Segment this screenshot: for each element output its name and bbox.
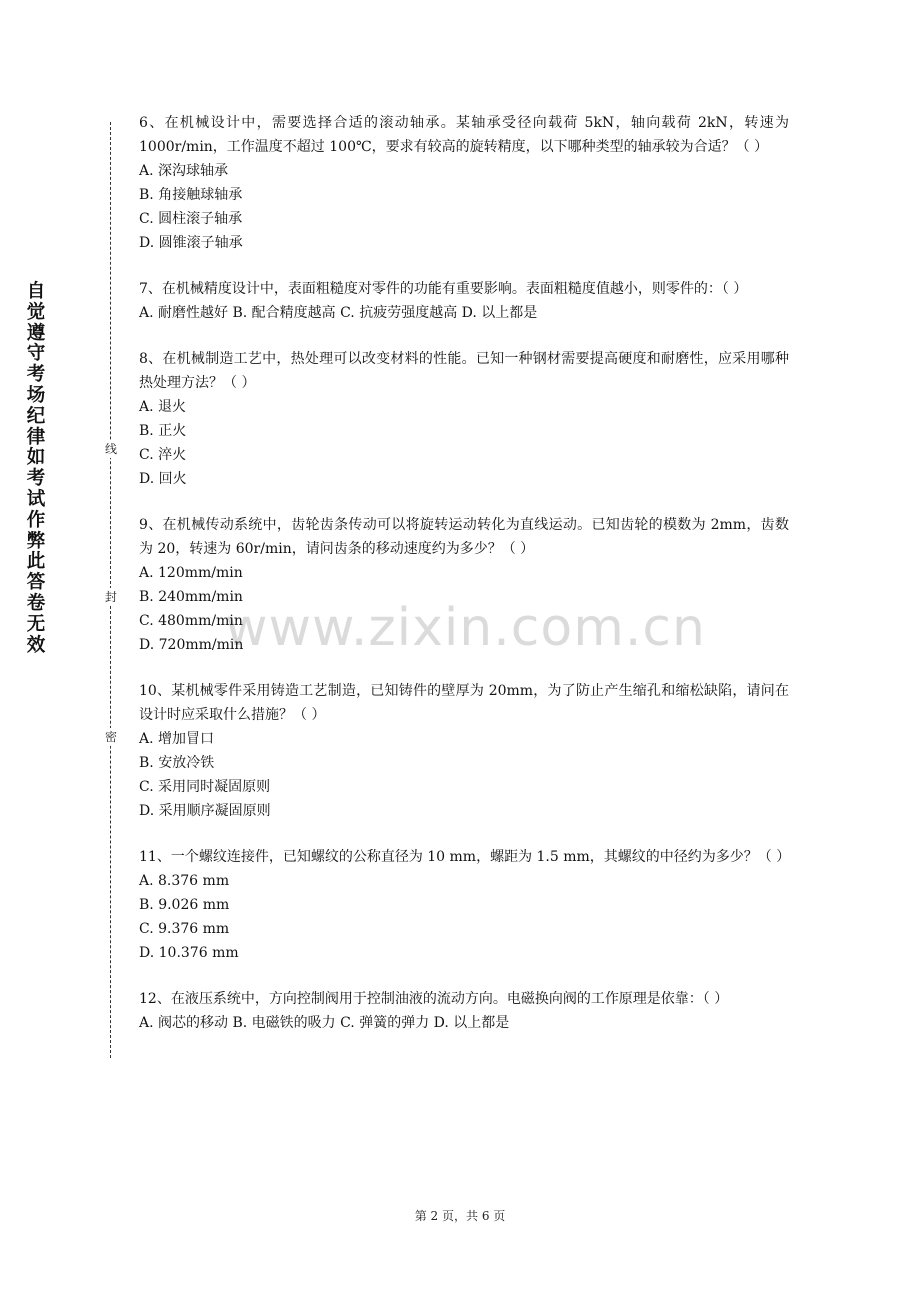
question-9 (139, 513, 789, 657)
exam-discipline-notice: 自觉遵守考场纪律如考试作弊此答卷无效 (26, 281, 46, 656)
question-stem: 9、在机械传动系统中，齿轮齿条传动可以将旋转运动转化为直线运动。已知齿轮的模数为 2mm，齿数为 20，转速为 60r/min，请问齿条的移动速度约为多少？（ ） (139, 517, 789, 557)
question-stem: 11、一个螺纹连接件，已知螺纹的公称直径为 10 mm，螺距为 1.5 mm，其螺纹的中径约为多少？（ ） (139, 849, 791, 865)
option-d: D. 圆锥滚子轴承 (139, 235, 243, 251)
watermark: www.zixin.com.cn (225, 598, 706, 658)
option-a: A. 120mm/min (139, 565, 243, 581)
options-inline: A. 阀芯的移动 B. 电磁铁的吸力 C. 弹簧的弹力 D. 以上都是 (139, 1015, 510, 1031)
question-stem: 12、在液压系统中，方向控制阀用于控制油液的流动方向。电磁换向阀的工作原理是依靠：（ ） (139, 991, 729, 1007)
option-d: D. 采用顺序凝固原则 (139, 803, 271, 819)
option-a: A. 8.376 mm (139, 873, 230, 889)
seal-mark-seal: 封 (104, 590, 117, 604)
option-b: B. 安放冷铁 (139, 755, 215, 771)
option-d: D. 10.376 mm (139, 945, 239, 961)
option-b: B. 角接触球轴承 (139, 187, 243, 203)
option-b: B. 240mm/min (139, 589, 243, 605)
question-10 (139, 679, 789, 823)
question-list (139, 111, 789, 1057)
question-stem: 7、在机械精度设计中，表面粗糙度对零件的功能有重要影响。表面粗糙度值越小，则零件的：（ ） (139, 281, 748, 297)
question-7 (139, 277, 789, 325)
question-8 (139, 347, 789, 491)
option-c: C. 480mm/min (139, 613, 243, 629)
option-b: B. 9.026 mm (139, 897, 230, 913)
option-a: A. 深沟球轴承 (139, 163, 229, 179)
option-c: C. 采用同时凝固原则 (139, 779, 271, 795)
option-c: C. 淬火 (139, 447, 187, 463)
seal-mark-secret: 密 (104, 730, 117, 744)
option-a: A. 退火 (139, 399, 187, 415)
question-12 (139, 987, 789, 1035)
question-stem: 6、在机械设计中，需要选择合适的滚动轴承。某轴承受径向载荷 5kN，轴向载荷 2kN，转速为 1000r/min，工作温度不超过 100℃，要求有较高的旋转精度，以下哪种类型的轴承较为合适？（ ） (139, 115, 789, 155)
question-11 (139, 845, 789, 965)
page-number-footer: 第 2 页，共 6 页 (414, 1209, 506, 1223)
option-c: C. 9.376 mm (139, 921, 230, 937)
option-d: D. 回火 (139, 471, 187, 487)
question-6 (139, 111, 789, 255)
option-c: C. 圆柱滚子轴承 (139, 211, 243, 227)
option-b: B. 正火 (139, 423, 187, 439)
question-stem: 8、在机械制造工艺中，热处理可以改变材料的性能。已知一种钢材需要提高硬度和耐磨性，应采用哪种热处理方法？（ ） (139, 351, 789, 391)
option-a: A. 增加冒口 (139, 731, 215, 747)
question-stem: 10、某机械零件采用铸造工艺制造，已知铸件的壁厚为 20mm，为了防止产生缩孔和缩松缺陷，请问在设计时应采取什么措施？（ ） (139, 683, 789, 723)
seal-mark-line: 线 (104, 442, 117, 456)
option-d: D. 720mm/min (139, 637, 244, 653)
options-inline: A. 耐磨性越好 B. 配合精度越高 C. 抗疲劳强度越高 D. 以上都是 (139, 305, 538, 321)
